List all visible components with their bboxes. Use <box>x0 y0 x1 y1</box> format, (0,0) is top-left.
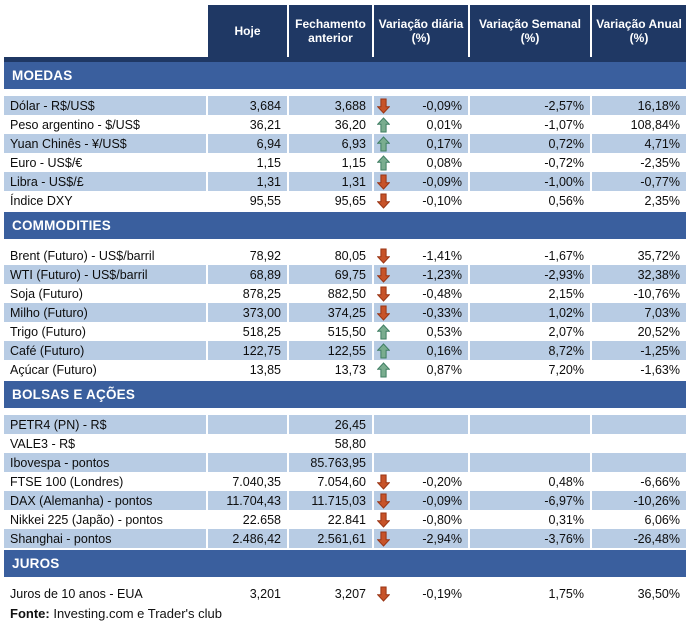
cell-variacao-diaria <box>374 434 468 453</box>
cell-variacao-semanal: -6,97% <box>470 491 590 510</box>
cell-hoje: 36,21 <box>249 117 281 132</box>
source-text: Investing.com e Trader's club <box>49 606 223 621</box>
cell-variacao-semanal: -1,07% <box>544 117 584 132</box>
cell-variacao-diaria <box>374 191 468 210</box>
cell-hoje: 78,92 <box>249 248 281 263</box>
daily-value: 0,17% <box>426 136 462 151</box>
cell-fechamento-anterior: 1,15 <box>341 155 366 170</box>
trend-arrow-slot <box>377 192 391 209</box>
row-label: Libra - US$/£ <box>4 172 206 191</box>
daily-value: -0,09% <box>422 98 462 113</box>
table-row <box>4 472 686 491</box>
table-row <box>4 265 686 284</box>
cell-variacao-diaria <box>374 510 468 529</box>
daily-value: -0,20% <box>422 474 462 489</box>
cell-hoje: 518,25 <box>242 324 281 339</box>
row-label: Soja (Futuro) <box>10 286 83 301</box>
trend-arrow-slot <box>377 492 391 509</box>
trend-arrow-slot <box>377 416 391 433</box>
daily-value: 0,08% <box>426 155 462 170</box>
cell-variacao-anual: 2,35% <box>644 193 680 208</box>
trend-arrow-slot <box>377 154 391 171</box>
cell-fechamento-anterior: 36,20 <box>334 117 366 132</box>
cell-hoje: 22.658 <box>242 512 281 527</box>
cell-variacao-semanal <box>470 434 590 453</box>
cell-fechamento-anterior: 122,55 <box>289 341 372 360</box>
row-label: Shanghai - pontos <box>4 529 206 548</box>
arrow-down-icon <box>377 193 390 209</box>
cell-variacao-diaria <box>374 172 468 191</box>
cell-fechamento-anterior: 13,73 <box>334 362 366 377</box>
cell-fechamento-anterior: 1,31 <box>289 172 372 191</box>
cell-hoje: 11.704,43 <box>208 491 287 510</box>
cell-hoje: 3,684 <box>208 96 287 115</box>
cell-fechamento-anterior: 374,25 <box>289 303 372 322</box>
table-row <box>4 246 686 265</box>
table-row <box>4 415 686 434</box>
arrow-down-icon <box>377 286 390 302</box>
daily-value: -2,94% <box>422 531 462 546</box>
cell-variacao-semanal: 1,75% <box>548 586 584 601</box>
arrow-up-icon <box>377 155 390 171</box>
trend-arrow-slot <box>377 361 391 378</box>
cell-hoje <box>208 434 287 453</box>
row-label: WTI (Futuro) - US$/barril <box>4 265 206 284</box>
cell-fechamento-anterior: 69,75 <box>289 265 372 284</box>
row-label: VALE3 - R$ <box>10 436 76 451</box>
row-label: Brent (Futuro) - US$/barril <box>10 248 155 263</box>
arrow-down-icon <box>377 248 390 264</box>
cell-variacao-semanal: 2,15% <box>548 286 584 301</box>
cell-fechamento-anterior: 3,207 <box>334 586 366 601</box>
header-col-fechamento-anterior: Fechamento anterior <box>289 5 372 57</box>
table-row <box>4 491 686 510</box>
row-label: DAX (Alemanha) - pontos <box>4 491 206 510</box>
cell-variacao-diaria <box>374 584 468 603</box>
cell-variacao-semanal: 0,31% <box>548 512 584 527</box>
cell-hoje: 1,31 <box>208 172 287 191</box>
row-label: PETR4 (PN) - R$ <box>4 415 206 434</box>
cell-fechamento-anterior: 11.715,03 <box>289 491 372 510</box>
table-row <box>4 115 686 134</box>
cell-variacao-semanal: -1,00% <box>470 172 590 191</box>
table-row <box>4 96 686 115</box>
cell-variacao-anual: -6,66% <box>640 474 680 489</box>
daily-value: -1,23% <box>422 267 462 282</box>
table-row <box>4 360 686 379</box>
table-row <box>4 529 686 548</box>
cell-variacao-anual: 108,84% <box>630 117 680 132</box>
daily-value: 0,01% <box>426 117 462 132</box>
daily-value: -0,19% <box>422 586 462 601</box>
cell-variacao-diaria <box>374 153 468 172</box>
row-label: FTSE 100 (Londres) <box>10 474 124 489</box>
cell-variacao-anual: -1,25% <box>592 341 686 360</box>
cell-variacao-diaria <box>374 303 468 322</box>
table-row <box>4 284 686 303</box>
cell-variacao-anual: 20,52% <box>637 324 680 339</box>
cell-hoje: 3,201 <box>249 586 281 601</box>
table-body <box>4 62 686 603</box>
trend-arrow-slot <box>377 116 391 133</box>
arrow-down-icon <box>377 98 390 114</box>
trend-arrow-slot <box>377 530 391 547</box>
daily-value: -0,09% <box>422 493 462 508</box>
row-label: Índice DXY <box>10 193 73 208</box>
cell-variacao-diaria <box>374 360 468 379</box>
arrow-down-icon <box>377 267 390 283</box>
trend-arrow-slot <box>377 135 391 152</box>
cell-variacao-anual: -10,26% <box>592 491 686 510</box>
cell-variacao-diaria <box>374 265 468 284</box>
cell-variacao-diaria <box>374 529 468 548</box>
arrow-down-icon <box>377 586 390 602</box>
daily-value: -0,10% <box>422 193 462 208</box>
cell-fechamento-anterior: 6,93 <box>289 134 372 153</box>
cell-variacao-anual: 35,72% <box>637 248 680 263</box>
cell-hoje: 1,15 <box>256 155 281 170</box>
header-col-variacao-diaria: Variação diária (%) <box>374 5 468 57</box>
arrow-up-icon <box>377 362 390 378</box>
cell-variacao-diaria <box>374 96 468 115</box>
daily-value: -0,33% <box>422 305 462 320</box>
arrow-up-icon <box>377 136 390 152</box>
trend-arrow-slot <box>377 511 391 528</box>
cell-variacao-semanal: 0,56% <box>548 193 584 208</box>
row-label: Euro - US$/€ <box>10 155 83 170</box>
trend-arrow-slot <box>377 323 391 340</box>
cell-variacao-semanal: -2,57% <box>470 96 590 115</box>
cell-hoje: 68,89 <box>208 265 287 284</box>
cell-fechamento-anterior: 95,65 <box>334 193 366 208</box>
cell-variacao-diaria <box>374 472 468 491</box>
cell-hoje: 6,94 <box>208 134 287 153</box>
row-label: Açúcar (Futuro) <box>10 362 97 377</box>
cell-hoje: 878,25 <box>242 286 281 301</box>
arrow-down-icon <box>377 531 390 547</box>
cell-variacao-semanal: -2,93% <box>470 265 590 284</box>
cell-hoje: 7.040,35 <box>232 474 281 489</box>
cell-variacao-diaria <box>374 491 468 510</box>
daily-value: 0,87% <box>426 362 462 377</box>
cell-hoje: 373,00 <box>208 303 287 322</box>
cell-variacao-anual: 16,18% <box>592 96 686 115</box>
cell-fechamento-anterior: 26,45 <box>289 415 372 434</box>
cell-fechamento-anterior: 58,80 <box>334 436 366 451</box>
cell-variacao-semanal: -1,67% <box>544 248 584 263</box>
row-label: Dólar - R$/US$ <box>4 96 206 115</box>
arrow-up-icon <box>377 117 390 133</box>
cell-fechamento-anterior: 85.763,95 <box>289 453 372 472</box>
header-col-hoje: Hoje <box>208 5 287 57</box>
cell-hoje: 13,85 <box>249 362 281 377</box>
cell-variacao-semanal: 7,20% <box>548 362 584 377</box>
table-row <box>4 453 686 472</box>
arrow-down-icon <box>377 305 390 321</box>
table-row <box>4 341 686 360</box>
row-label: Yuan Chinês - ¥/US$ <box>4 134 206 153</box>
cell-fechamento-anterior: 22.841 <box>327 512 366 527</box>
cell-variacao-semanal <box>470 453 590 472</box>
cell-fechamento-anterior: 2.561,61 <box>289 529 372 548</box>
row-label: Milho (Futuro) <box>4 303 206 322</box>
trend-arrow-slot <box>377 342 391 359</box>
cell-variacao-anual: -10,76% <box>633 286 680 301</box>
cell-variacao-semanal: -0,72% <box>544 155 584 170</box>
cell-variacao-anual <box>592 415 686 434</box>
trend-arrow-slot <box>377 454 391 471</box>
cell-hoje <box>208 453 287 472</box>
daily-value: 0,16% <box>426 343 462 358</box>
cell-fechamento-anterior: 80,05 <box>334 248 366 263</box>
cell-variacao-anual <box>592 453 686 472</box>
cell-variacao-anual: 36,50% <box>637 586 680 601</box>
row-label: Peso argentino - $/US$ <box>10 117 140 132</box>
cell-variacao-anual <box>592 434 686 453</box>
header-corner-cell <box>4 5 206 57</box>
daily-value: -0,48% <box>422 286 462 301</box>
table-row <box>4 434 686 453</box>
cell-variacao-diaria <box>374 322 468 341</box>
arrow-down-icon <box>377 174 390 190</box>
row-label: Nikkei 225 (Japão) - pontos <box>10 512 163 527</box>
arrow-down-icon <box>377 474 390 490</box>
cell-variacao-diaria <box>374 341 468 360</box>
cell-variacao-diaria <box>374 453 468 472</box>
cell-hoje: 122,75 <box>208 341 287 360</box>
cell-hoje: 2.486,42 <box>208 529 287 548</box>
arrow-up-icon <box>377 343 390 359</box>
cell-variacao-anual: 32,38% <box>592 265 686 284</box>
table-row <box>4 510 686 529</box>
arrow-down-icon <box>377 512 390 528</box>
cell-variacao-anual: -0,77% <box>592 172 686 191</box>
arrow-up-icon <box>377 324 390 340</box>
table-row <box>4 153 686 172</box>
cell-hoje: 95,55 <box>249 193 281 208</box>
trend-arrow-slot <box>377 173 391 190</box>
cell-variacao-semanal: 1,02% <box>470 303 590 322</box>
daily-value: 0,53% <box>426 324 462 339</box>
cell-fechamento-anterior: 7.054,60 <box>317 474 366 489</box>
cell-variacao-semanal: 8,72% <box>470 341 590 360</box>
cell-variacao-anual: 7,03% <box>592 303 686 322</box>
cell-variacao-diaria <box>374 284 468 303</box>
cell-variacao-semanal: 0,72% <box>470 134 590 153</box>
header-col-variacao-anual: Variação Anual (%) <box>592 5 686 57</box>
trend-arrow-slot <box>377 473 391 490</box>
daily-value: -0,09% <box>422 174 462 189</box>
row-label: Juros de 10 anos - EUA <box>10 586 143 601</box>
source-note <box>4 606 686 621</box>
cell-variacao-anual: -26,48% <box>592 529 686 548</box>
table-row <box>4 134 686 153</box>
table-row <box>4 584 686 603</box>
trend-arrow-slot <box>377 266 391 283</box>
section-header: MOEDAS <box>4 62 686 89</box>
cell-variacao-semanal <box>470 415 590 434</box>
trend-arrow-slot <box>377 435 391 452</box>
section-header: COMMODITIES <box>4 212 686 239</box>
cell-fechamento-anterior: 882,50 <box>327 286 366 301</box>
trend-arrow-slot <box>377 285 391 302</box>
trend-arrow-slot <box>377 247 391 264</box>
row-label: Ibovespa - pontos <box>4 453 206 472</box>
section-header: JUROS <box>4 550 686 577</box>
header-col-variacao-semanal: Variação Semanal (%) <box>470 5 590 57</box>
daily-value: -1,41% <box>422 248 462 263</box>
cell-variacao-diaria <box>374 115 468 134</box>
cell-variacao-anual: -1,63% <box>640 362 680 377</box>
daily-value: -0,80% <box>422 512 462 527</box>
arrow-down-icon <box>377 493 390 509</box>
trend-arrow-slot <box>377 304 391 321</box>
table-row <box>4 191 686 210</box>
trend-arrow-slot <box>377 585 391 602</box>
cell-fechamento-anterior: 3,688 <box>289 96 372 115</box>
cell-variacao-semanal: 2,07% <box>548 324 584 339</box>
table-row <box>4 172 686 191</box>
cell-hoje <box>208 415 287 434</box>
cell-variacao-semanal: -3,76% <box>470 529 590 548</box>
cell-variacao-anual: -2,35% <box>640 155 680 170</box>
row-label: Café (Futuro) <box>4 341 206 360</box>
cell-variacao-diaria <box>374 246 468 265</box>
section-header: BOLSAS E AÇÕES <box>4 381 686 408</box>
cell-variacao-anual: 6,06% <box>644 512 680 527</box>
cell-variacao-semanal: 0,48% <box>548 474 584 489</box>
cell-variacao-diaria <box>374 134 468 153</box>
table-header <box>4 5 686 57</box>
cell-fechamento-anterior: 515,50 <box>327 324 366 339</box>
trend-arrow-slot <box>377 97 391 114</box>
cell-variacao-anual: 4,71% <box>592 134 686 153</box>
source-label: Fonte: <box>10 606 50 621</box>
row-label: Trigo (Futuro) <box>10 324 86 339</box>
table-row <box>4 322 686 341</box>
table-row <box>4 303 686 322</box>
cell-variacao-diaria <box>374 415 468 434</box>
